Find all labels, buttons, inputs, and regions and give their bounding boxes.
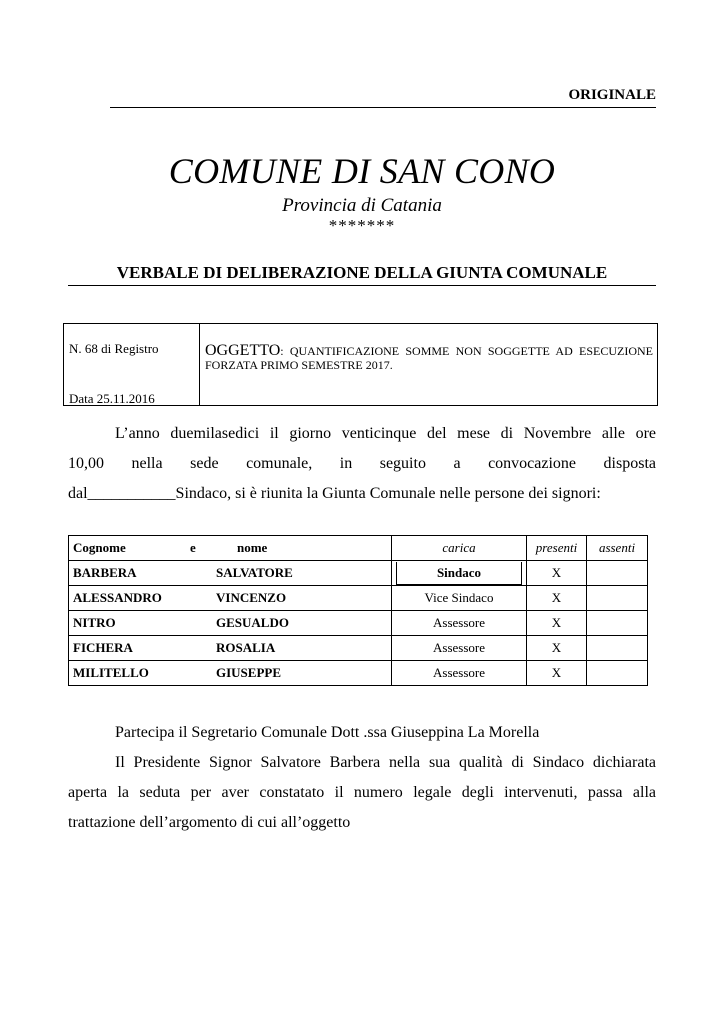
- sindaco-label: Sindaco: [396, 562, 522, 585]
- registro-date: Data 25.11.2016: [69, 391, 155, 406]
- oggetto-description: [205, 344, 653, 372]
- member-carica: Assessore: [392, 636, 527, 661]
- member-presente: X: [527, 611, 587, 636]
- originale-label: ORIGINALE: [110, 87, 656, 108]
- table-row: [69, 661, 648, 686]
- member-assente: [587, 661, 648, 686]
- header-presenti: presenti: [527, 536, 587, 561]
- stars-separator: *******: [328, 216, 396, 235]
- member-name-cell: [69, 636, 392, 661]
- intro-line-1: L’anno duemilasedici il giorno venticinque del mese di Novembre alle ore: [115, 425, 656, 442]
- table-row: [69, 636, 648, 661]
- member-nome: SALVATORE: [216, 565, 293, 580]
- member-name-cell: [69, 561, 392, 586]
- member-nome: ROSALIA: [216, 640, 276, 655]
- header-carica: carica: [392, 536, 527, 561]
- segretario-paragraph: [68, 718, 656, 748]
- intro-line-2: 10,00 nella sede comunale, in seguito a convocazione disposta: [68, 455, 656, 472]
- member-assente: [587, 636, 648, 661]
- verbale-heading: VERBALE DI DELIBERAZIONE DELLA GIUNTA COMUNALE: [68, 263, 656, 286]
- member-cognome: NITRO: [73, 615, 116, 630]
- member-presente: X: [527, 561, 587, 586]
- member-carica: [392, 561, 527, 586]
- member-assente: [587, 561, 648, 586]
- presidente-line-1: Il Presidente Signor Salvatore Barbera nella sua qualità di Sindaco dichiarata: [115, 754, 656, 771]
- member-assente: [587, 586, 648, 611]
- member-carica: Vice Sindaco: [392, 586, 527, 611]
- header-nome: nome: [237, 540, 268, 555]
- member-nome: VINCENZO: [216, 590, 287, 605]
- comune-title: COMUNE DI SAN CONO: [168, 151, 556, 191]
- header-cognome-nome: [69, 536, 392, 561]
- member-nome: GIUSEPPE: [216, 665, 282, 680]
- oggetto-text: : QUANTIFICAZIONE SOMME NON SOGGETTE AD ESECUZIONE FORZATA PRIMO SEMESTRE 2017.: [205, 344, 653, 372]
- member-presente: X: [527, 636, 587, 661]
- header-assenti: assenti: [587, 536, 648, 561]
- member-cognome: MILITELLO: [73, 665, 149, 680]
- member-cognome: FICHERA: [73, 640, 133, 655]
- table-row: [69, 561, 648, 586]
- header-cognome: Cognome: [73, 540, 126, 555]
- member-cognome: ALESSANDRO: [73, 590, 162, 605]
- table-header-row: [69, 536, 648, 561]
- box-divider: [199, 324, 200, 405]
- presidente-line-3: trattazione dell’argomento di cui all’oggetto: [68, 814, 351, 831]
- member-assente: [587, 611, 648, 636]
- member-name-cell: [69, 611, 392, 636]
- member-carica: Assessore: [392, 661, 527, 686]
- intro-paragraph: [68, 419, 656, 509]
- member-presente: X: [527, 586, 587, 611]
- registro-number: N. 68 di Registro: [69, 341, 159, 356]
- presidente-line-2: aperta la seduta per aver constatato il numero legale degli intervenuti, passa alla: [68, 784, 656, 801]
- member-name-cell: [69, 661, 392, 686]
- member-carica: Assessore: [392, 611, 527, 636]
- provincia-subtitle: Provincia di Catania: [282, 195, 442, 216]
- giunta-table: [68, 535, 648, 686]
- member-cognome: BARBERA: [73, 565, 137, 580]
- table-row: [69, 586, 648, 611]
- presidente-paragraph: [68, 748, 656, 838]
- oggetto-box: [63, 323, 658, 406]
- member-presente: X: [527, 661, 587, 686]
- oggetto-label: OGGETTO: [205, 342, 281, 359]
- segretario-line: Partecipa il Segretario Comunale Dott .ssa Giuseppina La Morella: [115, 724, 540, 741]
- table-row: [69, 611, 648, 636]
- header-e: e: [190, 540, 196, 555]
- intro-line-3: dal___________Sindaco, si è riunita la Giunta Comunale nelle persone dei signori:: [68, 485, 601, 502]
- member-name-cell: [69, 586, 392, 611]
- member-nome: GESUALDO: [216, 615, 289, 630]
